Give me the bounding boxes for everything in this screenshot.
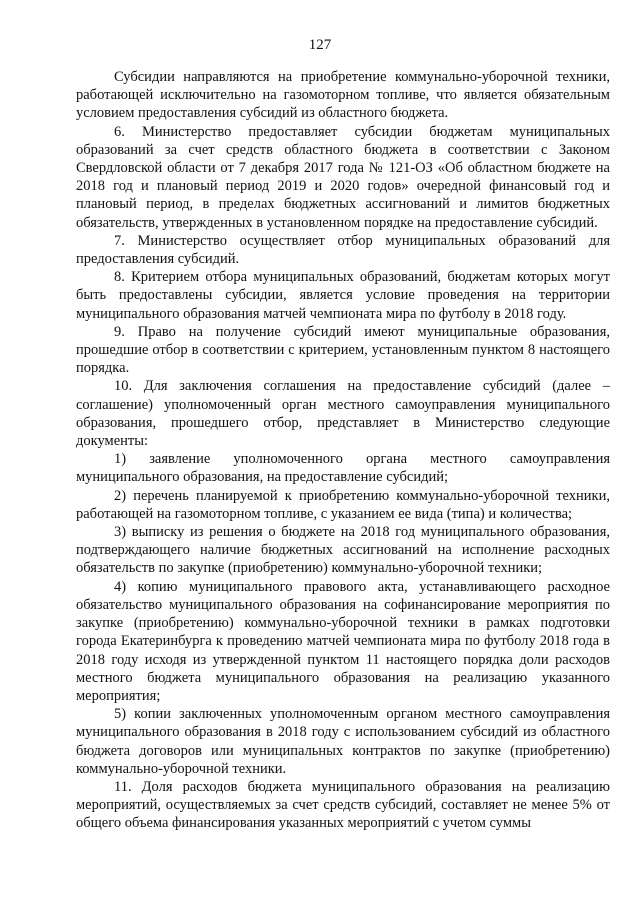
list-item-3: 3) выписку из решения о бюджете на 2018 год муниципального образования, подтверждающего наличие бюджетных ассигнований на исполнение расходных обязательств по закупке (приобретению) коммунально-уборочной техники;: [76, 524, 610, 577]
list-item-1: 1) заявление уполномоченного органа местного самоуправления муниципального образования, на предоставление субсидий;: [76, 451, 610, 486]
list-item-5: 5) копии заключенных уполномоченным органом местного самоуправления муниципального образования в 2018 году с использованием субсидий из областного бюджета договоров или муниципальных контрактов по закупке (приобретению) коммунально-уборочной техники.: [76, 706, 610, 777]
document-body: [76, 68, 610, 833]
paragraph-11: 11. Доля расходов бюджета муниципального образования на реализацию мероприятий, осуществляемых за счет средств субсидий, составляет не менее 5% от общего объема финансирования указанных мероприятий с учетом суммы: [76, 778, 610, 832]
paragraph-6: 6. Министерство предоставляет субсидии бюджетам муниципальных образований за счет средств областного бюджета в соответствии с Законом Свердловской области от 7 декабря 2017 года № 121-ОЗ «Об областном бюджете на 2018 год и плановый период 2019 и 2020 годов» очередной финансовый год и плановый период, в пределах бюджетных ассигнований и лимитов бюджетных обязательств, утвержденных в установленном порядке на предоставление субсидий.: [76, 123, 610, 231]
list-item-2: 2) перечень планируемой к приобретению коммунально-уборочной техники, работающей на газомоторном топливе, с указанием ее вида (типа) и количества;: [76, 487, 610, 522]
paragraph-intro: Субсидии направляются на приобретение коммунально-уборочной техники, работающей исключительно на газомоторном топливе, что является обязательным условием предоставления субсидий из областного бюджета.: [76, 69, 610, 122]
paragraph-10: 10. Для заключения соглашения на предоставление субсидий (далее – соглашение) уполномоченный орган местного самоуправления муниципального образования, прошедшего отбор, представляет в Министерство следующие документы:: [76, 378, 610, 450]
list-item-4: 4) копию муниципального правового акта, устанавливающего расходное обязательство муниципального образования на софинансирование мероприятия по закупке (приобретению) коммунально-уборочной техники в рамках подготовки города Екатеринбурга к проведению матчей чемпионата мира по футболу 2018 года в 2018 году исходя из утвержденной пунктом 11 настоящего порядка доли расходов местного бюджета муниципального образования на реализацию указанного мероприятия;: [76, 578, 610, 704]
page-number: 127: [308, 37, 332, 53]
paragraph-8: 8. Критерием отбора муниципальных образований, бюджетам которых могут быть предоставлены субсидии, является условие проведения на территории муниципального образования матчей чемпионата мира по футболу в 2018 году.: [76, 269, 610, 322]
paragraph-7: 7. Министерство осуществляет отбор муниципальных образований для предоставления субсидий.: [76, 232, 610, 268]
paragraph-9: 9. Право на получение субсидий имеют муниципальные образования, прошедшие отбор в соответствии с критерием, установленным пунктом 8 настоящего порядка.: [76, 323, 610, 377]
